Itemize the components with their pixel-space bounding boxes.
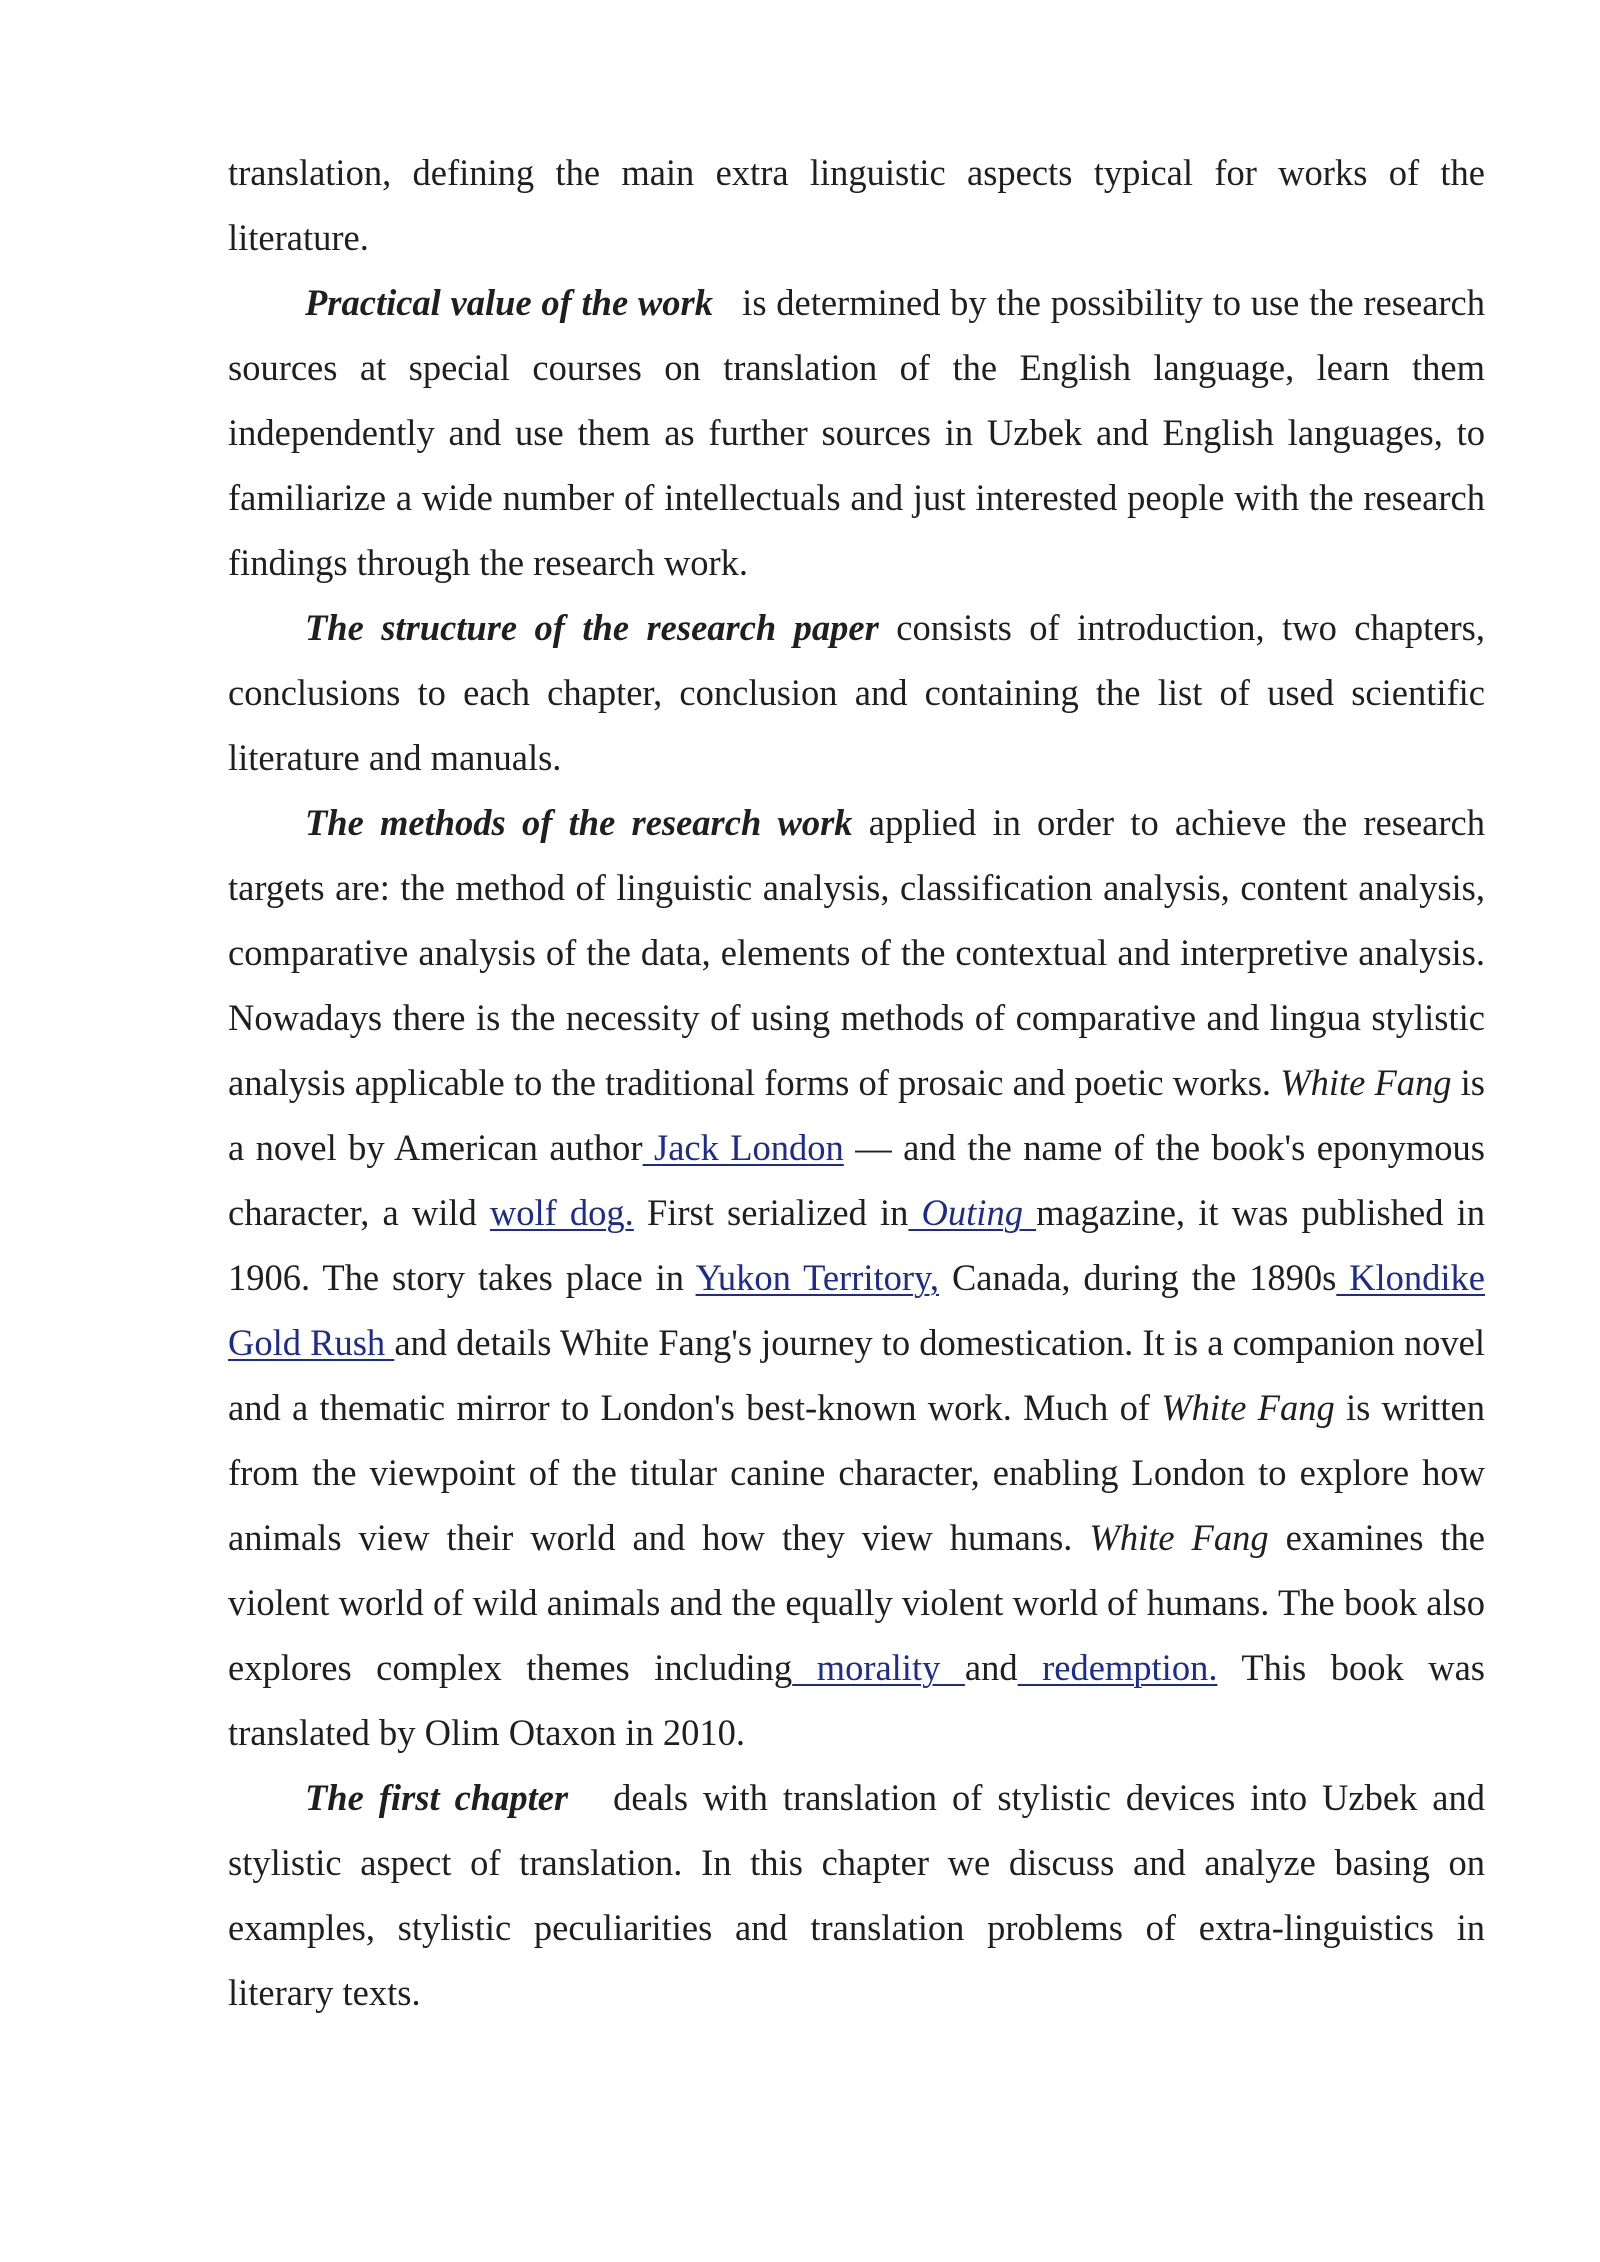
paragraph-text: is determined by the possibility to use the research sources at special courses on translation of the English language, learn them independently and use them as further sources in Uzbek and English languages, to familiarize a wide number of intellectuals and just interested people with the research findings through the research work. — [228, 282, 1495, 583]
paragraph-practical-value — [228, 270, 1495, 595]
paragraph-text: is written from the viewpoint of the titular canine character, enabling London to explore how animals view their world and how they view humans. — [228, 1387, 1486, 1558]
link-morality[interactable]: morality — [792, 1647, 965, 1688]
paragraph-structure — [228, 595, 1485, 790]
link-outing[interactable]: Outing — [908, 1192, 1037, 1233]
paragraph-first-chapter — [228, 1765, 1495, 2025]
paragraph-text: Canada, during the 1890s — [939, 1257, 1337, 1298]
paragraph-text: This book was translated by Olim Otaxon in 2010. — [228, 1647, 1486, 1753]
document-page — [228, 140, 1495, 2025]
paragraph-text: magazine, it was published in 1906. The story takes place in — [228, 1192, 1485, 1298]
link-klondike-gold-rush[interactable]: Klondike Gold Rush — [228, 1257, 1486, 1363]
paragraph-text: and details White Fang's journey to domestication. It is a companion novel and a thematic mirror to London's best-known work. Much of — [228, 1322, 1485, 1428]
link-jack-london[interactable]: Jack London — [642, 1127, 844, 1168]
paragraph-text: and — [964, 1647, 1018, 1688]
paragraph-heading: The first chapter — [305, 1777, 569, 1818]
book-title: White Fang — [1161, 1387, 1335, 1428]
paragraph-text: examines the violent world of wild animals and the equally violent world of humans. The book also explores complex themes including — [228, 1517, 1485, 1688]
paragraph-text: First serialized in — [633, 1192, 909, 1233]
link-wolf-dog[interactable]: wolf dog. — [489, 1192, 634, 1233]
link-redemption[interactable]: redemption. — [1017, 1647, 1218, 1688]
paragraph-heading: Practical value of the work — [305, 282, 713, 323]
paragraph-aims-continuation — [228, 140, 1485, 270]
paragraph-text: deals with translation of stylistic devices into Uzbek and stylistic aspect of translation. In this chapter we discuss and analyze basing on examples, stylistic peculiarities and translation problems of extra-linguistics in literary texts. — [228, 1777, 1495, 2013]
book-title: White Fang — [1280, 1062, 1452, 1103]
paragraph-methods — [228, 790, 1485, 1765]
paragraph-text: — and the name of the book's eponymous character, a wild — [228, 1127, 1486, 1233]
paragraph-text: applied in order to achieve the research targets are: the method of linguistic analysis, classification analysis, content analysis, comparative analysis of the data, elements of the contextual and interpretive analysis. Nowadays there is the necessity of using methods of comparative and lingua stylistic analysis applicable to the traditional forms of prosaic and poetic works. — [228, 802, 1485, 1103]
paragraph-text: translation, defining the main extra linguistic aspects typical for works of the literature. — [228, 152, 1485, 258]
paragraph-heading: The structure of the research paper — [305, 607, 879, 648]
paragraph-heading: The methods of the research work — [305, 802, 853, 843]
paragraph-text: consists of introduction, two chapters, conclusions to each chapter, conclusion and containing the list of used scientific literature and manuals. — [228, 607, 1485, 778]
link-yukon-territory[interactable]: Yukon Territory, — [695, 1257, 940, 1298]
paragraph-text: is a novel by American author — [228, 1062, 1485, 1168]
book-title: White Fang — [1089, 1517, 1269, 1558]
